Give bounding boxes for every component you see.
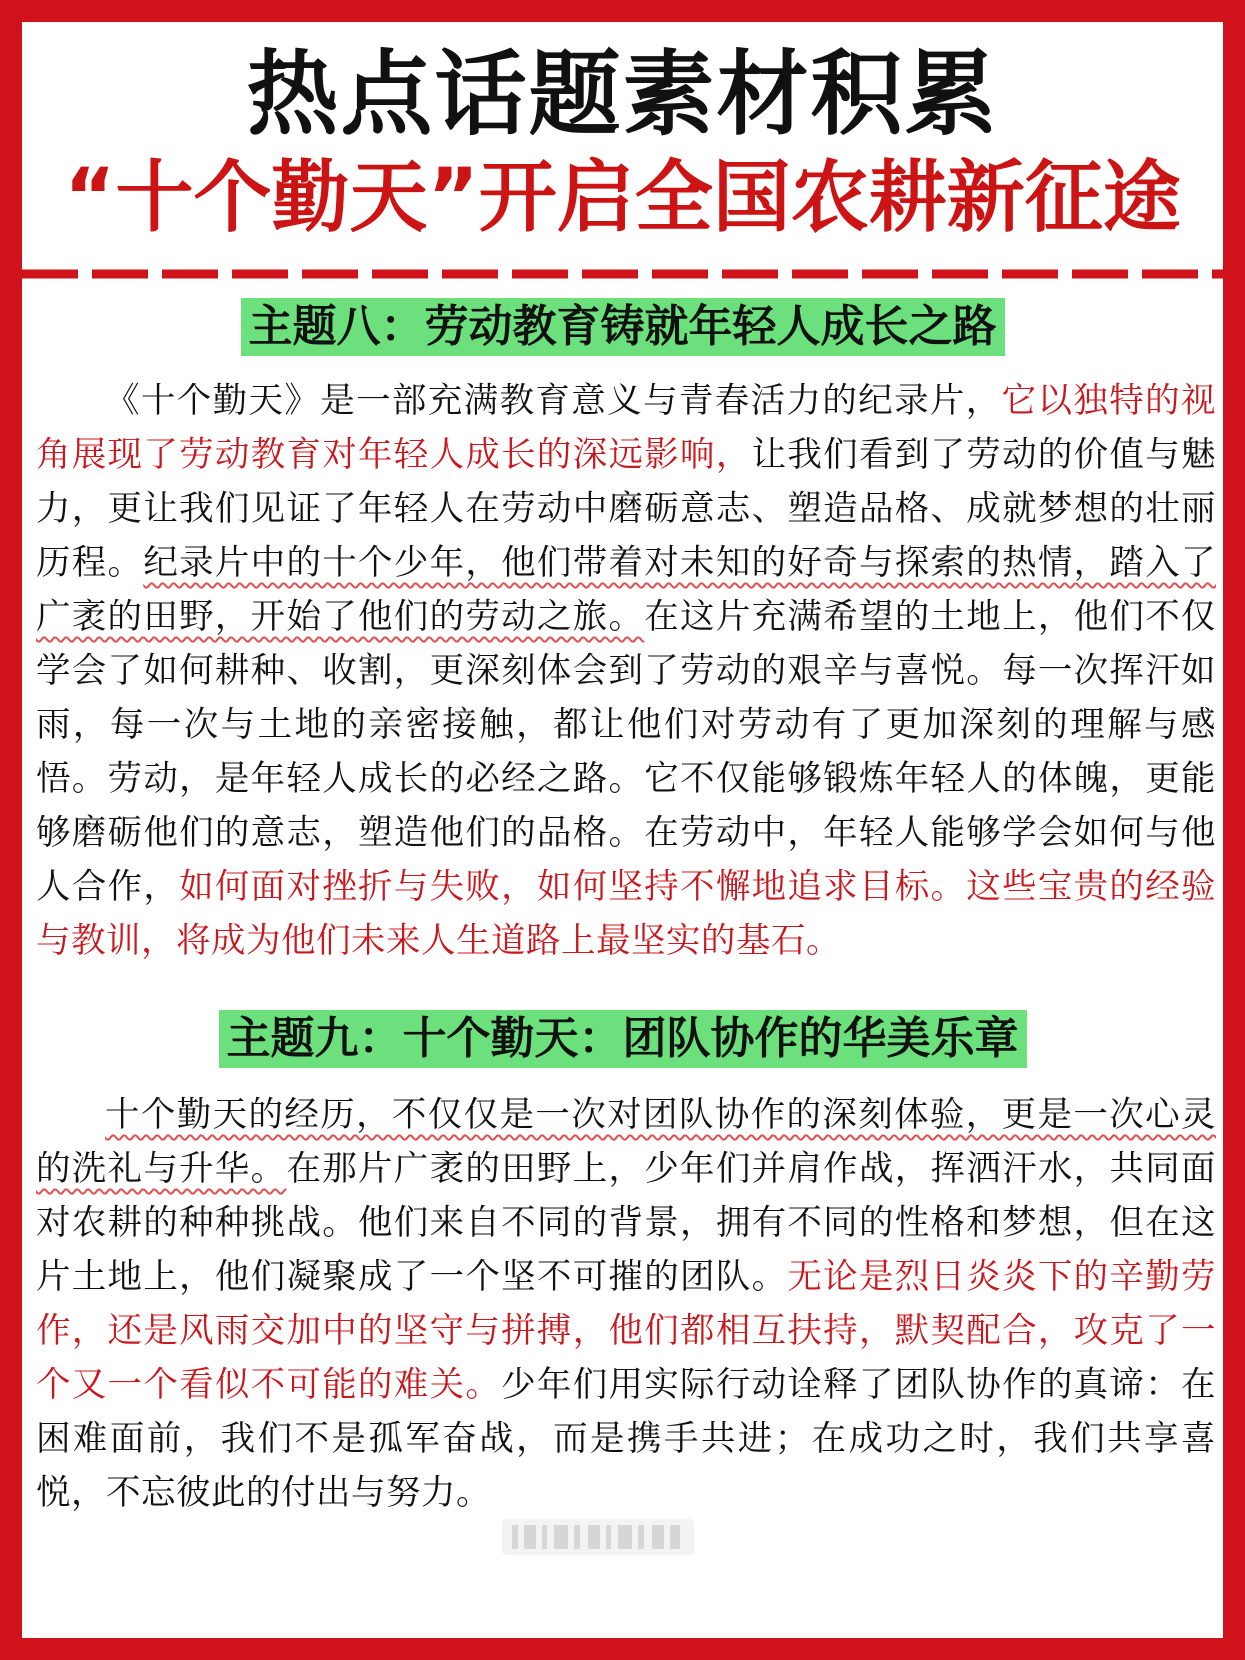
page-subtitle: “十个勤天”开启全国农耕新征途 (64, 153, 1181, 243)
dashed-divider (22, 266, 1223, 282)
section8-heading (22, 298, 1223, 356)
section8-title: 主题八：劳动教育铸就年轻人成长之路 (241, 298, 1005, 356)
section8-emphasis-2: 如何面对挫折与失败，如何坚持不懈地追求目标。这些宝贵的经验与教训，将成为他们未来人生道路上最坚实的基石。 (36, 867, 1216, 961)
section8-text-3: 在这片充满希望的土地上，他们不仅学会了如何耕种、收割，更深刻体会到了劳动的艰辛与喜悦。每一次挥汗如雨，每一次与土地的亲密接触，都让他们对劳动有了更加深刻的理解与感悟。劳动，是年轻人成长的必经之路。它不仅能够锻炼年轻人的体魄，更能够磨砺他们的意志，塑造他们的品格。在劳动中，年轻人能够学会如何与他人合作， (36, 597, 1216, 907)
section9-title: 主题九：十个勤天：团队协作的华美乐章 (219, 1010, 1027, 1068)
section9-paragraph (36, 1088, 1216, 1520)
content-card (22, 22, 1223, 1638)
watermark-barcode (502, 1519, 694, 1555)
section8-text-2: 让我们看到了劳动的价值与魅力，更让我们见证了年轻人在劳动中磨砺意志、塑造品格、成就梦想的壮丽历程。 (36, 435, 1216, 583)
section9-text-1: 在那片广袤的田野上，少年们并肩作战，挥洒汗水，共同面对农耕的种种挑战。他们来自不同的背景，拥有不同的性格和梦想，但在这片土地上，他们凝聚成了一个坚不可摧的团队。 (36, 1149, 1216, 1297)
section8-wavy-text: 纪录片中的十个少年，他们带着对未知的好奇与探索的热情，踏入了广袤的田野，开始了他们的劳动之旅。 (36, 543, 1216, 637)
section8-paragraph (36, 374, 1216, 968)
section9-emphasis: 无论是烈日炎炎下的辛勤劳作，还是风雨交加中的坚守与拼搏，他们都相互扶持，默契配合，攻克了一个又一个看似不可能的难关。 (36, 1257, 1216, 1405)
section8-emphasis-1: 它以独特的视角展现了劳动教育对年轻人成长的深远影响， (36, 381, 1217, 475)
section8-text-1: 《十个勤天》是一部充满教育意义与青春活力的纪录片， (105, 381, 1002, 421)
section9-heading (22, 1010, 1223, 1068)
section9-text-2: 少年们用实际行动诠释了团队协作的真谛：在困难面前，我们不是孤军奋战，而是携手共进；在成功之时，我们共享喜悦，不忘彼此的付出与努力。 (36, 1365, 1216, 1513)
section9-wavy-text: 十个勤天的经历，不仅仅是一次对团队协作的深刻体验，更是一次心灵的洗礼与升华。 (36, 1095, 1216, 1189)
page-title: 热点话题素材积累 (246, 41, 999, 148)
